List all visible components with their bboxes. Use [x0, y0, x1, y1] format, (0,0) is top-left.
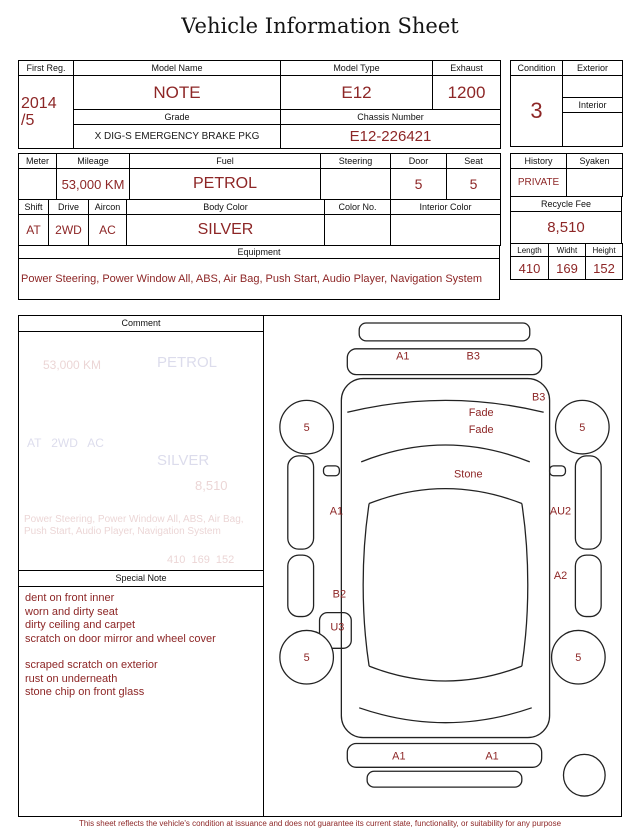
exterior-value — [563, 76, 623, 98]
special-note-header: Special Note — [19, 570, 263, 587]
rear-bumper — [347, 744, 541, 768]
left-front-sill — [288, 456, 314, 549]
trunk-line — [359, 708, 532, 723]
exhaust-label: Exhaust — [433, 61, 501, 76]
comment-header: Comment — [19, 316, 263, 332]
page-title: Vehicle Information Sheet — [181, 14, 459, 38]
condition-label: Condition — [511, 61, 563, 76]
door-value: 5 — [391, 169, 447, 200]
model-name-value: NOTE — [74, 76, 281, 110]
car-damage-diagram — [264, 316, 621, 814]
chassis-number-label: Chassis Number — [281, 110, 501, 125]
damage-label: Fade — [468, 424, 494, 437]
meter-label: Meter — [19, 154, 57, 169]
condition-table — [510, 60, 623, 147]
syaken-value — [567, 169, 623, 197]
comment-pane — [19, 316, 264, 816]
right-front-sill — [575, 456, 601, 549]
disclaimer-text: This sheet reflects the vehicle's condition at issuance and does not guarantee its current state, functionality, or suitability for any purpose — [78, 819, 562, 828]
tire-grade: 5 — [303, 422, 310, 435]
right-rear-sill — [575, 555, 601, 616]
comment-area — [19, 332, 263, 570]
tire-grade: 5 — [303, 652, 310, 665]
width-value: 169 — [549, 257, 586, 280]
exterior-label: Exterior — [563, 61, 623, 76]
interior-value — [563, 113, 623, 147]
mileage-label: Mileage — [57, 154, 130, 169]
exhaust-value: 1200 — [433, 76, 501, 110]
color-no-label: Color No. — [325, 200, 391, 215]
drivetrain-row-table — [18, 199, 501, 246]
first-reg-value — [19, 76, 74, 149]
hood-line — [347, 400, 543, 412]
damage-label: B3 — [466, 350, 480, 363]
tire-grade: 5 — [575, 652, 582, 665]
first-reg-year: 2014 — [21, 95, 57, 112]
equipment-value: Power Steering, Power Window All, ABS, Air Bag, Push Start, Audio Player, Navigation System — [19, 259, 500, 300]
history-tables — [510, 153, 622, 280]
dimensions-table — [510, 243, 623, 280]
color-no-value — [325, 215, 391, 246]
ghost-text: 410 169 152 — [167, 554, 235, 566]
special-note-line: scraped scratch on exterior — [25, 659, 158, 671]
right-mirror — [550, 466, 566, 476]
height-label: Height — [586, 244, 623, 257]
damage-label: AU2 — [549, 505, 572, 518]
grade-label: Grade — [74, 110, 281, 125]
first-reg-month: /5 — [21, 112, 35, 129]
special-note-line: stone chip on front glass — [25, 686, 145, 698]
damage-label: A1 — [396, 350, 410, 363]
mileage-value: 53,000 KM — [57, 169, 130, 200]
condition-value: 3 — [511, 76, 563, 147]
ghost-text: SILVER — [157, 452, 210, 469]
damage-label: A1 — [329, 505, 344, 518]
car-diagram-pane — [264, 316, 621, 816]
drive-value: 2WD — [49, 215, 89, 246]
history-label: History — [511, 154, 567, 169]
ghost-text: AT 2WD AC — [27, 436, 104, 450]
ghost-text: Power Steering, Power Window All, ABS, Air Bag, Push Start, Audio Player, Navigation System — [24, 514, 244, 537]
roof-left-edge — [363, 504, 369, 667]
aircon-value: AC — [89, 215, 127, 246]
interior-label: Interior — [563, 98, 623, 113]
model-type-value: E12 — [281, 76, 433, 110]
ghost-text: PETROL — [157, 354, 218, 371]
spare-tire — [563, 754, 605, 796]
left-rear-sill — [288, 555, 314, 616]
inspection-section — [18, 315, 622, 817]
special-note-line: dent on front inner — [25, 592, 115, 604]
front-strip — [359, 323, 530, 341]
shift-value: AT — [19, 215, 49, 246]
special-note-line: dirty ceiling and carpet — [25, 619, 136, 631]
ghost-text: 53,000 KM — [43, 358, 102, 372]
length-value: 410 — [511, 257, 549, 280]
syaken-label: Syaken — [567, 154, 623, 169]
seat-label: Seat — [447, 154, 501, 169]
damage-label: A1 — [485, 750, 499, 763]
ghost-text: 8,510 — [195, 478, 228, 493]
steering-value — [321, 169, 391, 200]
body-color-label: Body Color — [127, 200, 325, 215]
first-reg-label: First Reg. — [19, 61, 74, 76]
damage-label: A2 — [553, 569, 568, 582]
left-mirror — [324, 466, 340, 476]
aircon-label: Aircon — [89, 200, 127, 215]
height-value: 152 — [586, 257, 623, 280]
width-label: Widht — [549, 244, 586, 257]
door-label: Door — [391, 154, 447, 169]
model-type-label: Model Type — [281, 61, 433, 76]
drive-label: Drive — [49, 200, 89, 215]
damage-label: Stone — [454, 468, 483, 481]
grade-value: X DIG-S EMERGENCY BRAKE PKG — [74, 125, 281, 149]
spec-tables — [18, 153, 500, 300]
shift-label: Shift — [19, 200, 49, 215]
damage-label: B3 — [532, 391, 546, 404]
recycle-fee-value: 8,510 — [511, 212, 622, 244]
equipment-table — [18, 245, 500, 300]
interior-color-label: Interior Color — [391, 200, 501, 215]
model-name-label: Model Name — [74, 61, 281, 76]
damage-label: B2 — [332, 588, 347, 601]
special-note-line: scratch on door mirror and wheel cover — [25, 632, 216, 645]
seat-value: 5 — [447, 169, 501, 200]
meter-row-table — [18, 153, 501, 200]
special-note-list — [19, 587, 263, 705]
chassis-number-value: E12-226421 — [281, 125, 501, 149]
rear-glass-top — [369, 666, 522, 681]
fuel-value: PETROL — [130, 169, 321, 200]
windshield-top — [361, 445, 530, 462]
vehicle-id-table — [18, 60, 501, 149]
damage-label: Fade — [468, 407, 494, 420]
recycle-table — [510, 196, 622, 244]
interior-color-value — [391, 215, 501, 246]
history-table — [510, 153, 623, 197]
history-value: PRIVATE — [511, 169, 567, 197]
special-note-line — [25, 646, 257, 659]
meter-value — [19, 169, 57, 200]
windshield-bottom — [369, 489, 522, 504]
special-note-line: worn and dirty seat — [25, 605, 118, 618]
car-body — [341, 379, 549, 738]
front-bumper — [347, 349, 541, 375]
steering-label: Steering — [321, 154, 391, 169]
body-color-value: SILVER — [127, 215, 325, 246]
special-note-line: rust on underneath — [25, 672, 118, 685]
damage-label: U3 — [330, 621, 345, 634]
tire-grade: 5 — [579, 422, 586, 435]
roof-right-edge — [522, 504, 528, 667]
recycle-fee-label: Recycle Fee — [511, 197, 622, 212]
length-label: Length — [511, 244, 549, 257]
rear-strip — [367, 771, 522, 787]
fuel-label: Fuel — [130, 154, 321, 169]
damage-label: A1 — [392, 750, 406, 763]
equipment-label: Equipment — [19, 246, 500, 259]
